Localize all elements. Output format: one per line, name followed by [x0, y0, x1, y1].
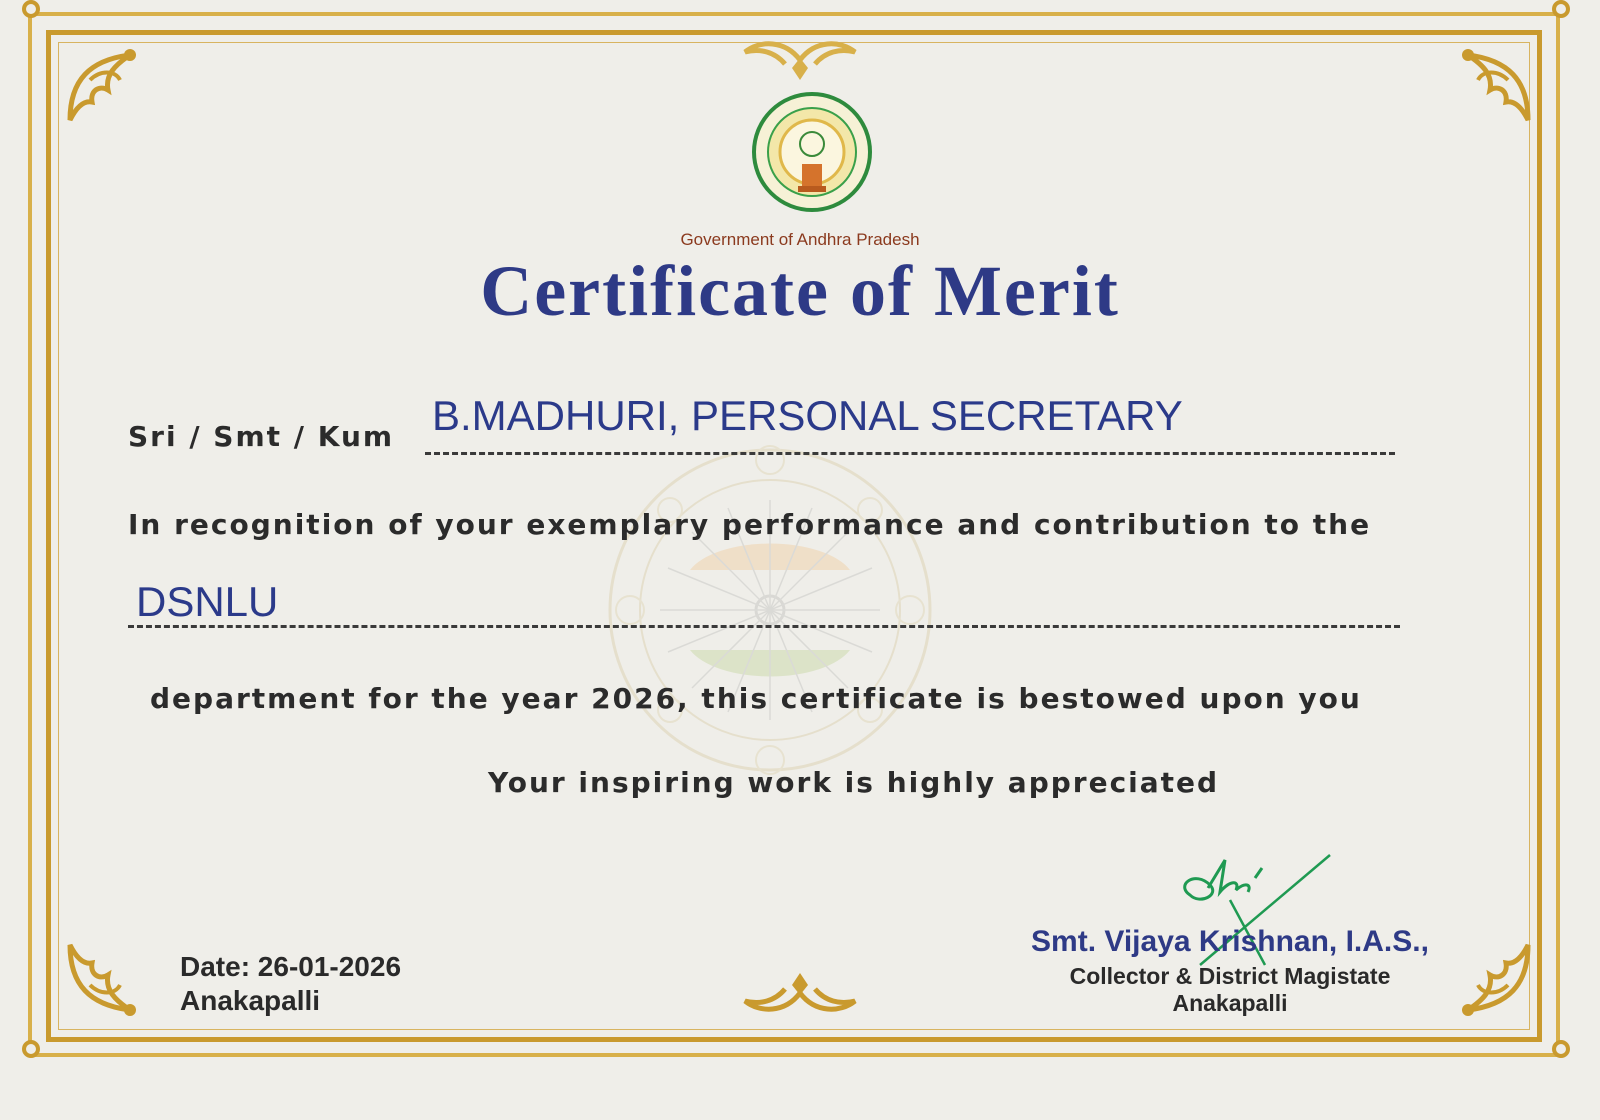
department-underline: [128, 625, 1400, 628]
top-center-flourish-icon: [740, 30, 860, 85]
state-emblem-icon: [752, 92, 872, 222]
corner-ring-icon: [22, 0, 40, 18]
corner-flourish-icon: [60, 40, 160, 130]
certificate-title: Certificate of Merit: [480, 251, 1120, 331]
signatory-role: Collector & District Magistate: [1069, 963, 1391, 989]
recipient-underline: [425, 452, 1395, 455]
date-place-block: [180, 950, 401, 1018]
corner-flourish-icon: [1438, 40, 1538, 130]
department-name: DSNLU: [136, 578, 279, 625]
bottom-center-flourish-icon: [740, 968, 860, 1023]
appreciation-line: Your inspiring work is highly appreciated: [488, 766, 1220, 799]
signatory-block: [1000, 925, 1460, 1017]
bestowed-line: department for the year 2026, this certificate is bestowed upon you: [150, 682, 1362, 715]
recipient-name: B.MADHURI, PERSONAL SECRETARY: [432, 392, 1183, 439]
recognition-line: In recognition of your exemplary performance and contribution to the: [128, 508, 1372, 541]
corner-ring-icon: [1552, 0, 1570, 18]
issue-place: Anakapalli: [180, 985, 321, 1016]
honorific-prefix: Sri / Smt / Kum: [128, 420, 395, 453]
government-heading: Government of Andhra Pradesh: [680, 230, 920, 249]
corner-ring-icon: [22, 1040, 40, 1058]
issue-date: Date: 26-01-2026: [180, 951, 402, 982]
signatory-name: Smt. Vijaya Krishnan, I.A.S.,: [1031, 925, 1429, 958]
signatory-place: Anakapalli: [1172, 990, 1288, 1016]
corner-flourish-icon: [60, 935, 160, 1025]
corner-ring-icon: [1552, 1040, 1570, 1058]
ashoka-chakra-watermark-icon: [560, 440, 980, 780]
